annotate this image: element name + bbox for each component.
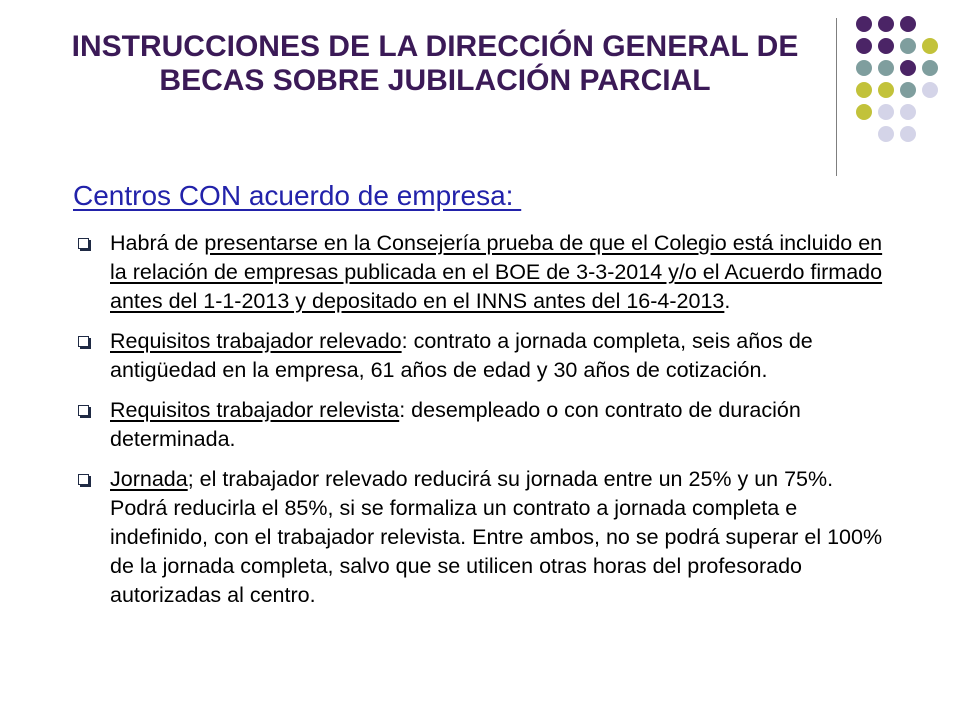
- bullet-trail-text: : desempleado o con contrato de duración determinada.: [110, 398, 801, 451]
- square-bullet-icon: [78, 336, 89, 347]
- square-bullet-icon: [78, 474, 89, 485]
- decorative-dot: [856, 38, 872, 54]
- decorative-dot: [878, 38, 894, 54]
- bullet-trail-text: ; el trabajador relevado reducirá su jornada entre un 25% y un 75%. Podrá reducirla el 85%, si se formaliza un contrato a jornada completa e indefinido, con el trabajador relevista. Entre ambos, no se podrá superar el 100% de la jornada completa, salvo que se utilicen otras horas del profesorado autorizadas al centro.: [110, 467, 883, 607]
- decorative-dot: [878, 82, 894, 98]
- square-bullet-icon: [78, 405, 89, 416]
- bullet-trail-text: : contrato a jornada completa, seis años de antigüedad en la empresa, 61 años de edad y 30 años de cotización.: [110, 329, 813, 382]
- decorative-dot: [900, 104, 916, 120]
- decorative-dot: [900, 16, 916, 32]
- decorative-dot: [900, 60, 916, 76]
- decorative-dot: [900, 82, 916, 98]
- bullet-underlined-text: Requisitos trabajador relevista: [110, 398, 400, 422]
- bullet-lead-text: Habrá de: [110, 231, 205, 255]
- bullet-list: [78, 229, 890, 621]
- decorative-dot: [878, 104, 894, 120]
- slide-title: INSTRUCCIONES DE LA DIRECCIÓN GENERAL DE BECAS SOBRE JUBILACIÓN PARCIAL: [71, 30, 799, 97]
- decorative-divider: [836, 18, 837, 176]
- decorative-dot: [856, 82, 872, 98]
- bullet-item: [78, 396, 890, 454]
- decorative-dot: [922, 82, 938, 98]
- section-subtitle: Centros CON acuerdo de empresa:: [73, 180, 522, 211]
- bullet-underlined-text: presentarse en la Consejería prueba de que el Colegio está incluido en la relación de empresas publicada en el BOE de 3-3-2014 y/o el Acuerdo firmado antes del 1-1-2013 y depositado en el INNS antes del 16-4-2013: [110, 231, 883, 313]
- decorative-dot: [878, 60, 894, 76]
- decorative-dot: [856, 104, 872, 120]
- bullet-item: [78, 465, 890, 610]
- decorative-dot: [900, 38, 916, 54]
- bullet-trail-text: .: [724, 289, 731, 313]
- bullet-underlined-text: Jornada: [110, 467, 188, 491]
- decorative-dot: [856, 16, 872, 32]
- square-bullet-icon: [78, 238, 89, 249]
- decorative-dot: [878, 16, 894, 32]
- bullet-underlined-text: Requisitos trabajador relevado: [110, 329, 402, 353]
- decorative-dot: [922, 60, 938, 76]
- bullet-item: [78, 229, 890, 316]
- decorative-dot: [900, 126, 916, 142]
- decorative-dot: [856, 60, 872, 76]
- decorative-dot: [878, 126, 894, 142]
- decorative-dot: [922, 38, 938, 54]
- bullet-item: [78, 327, 890, 385]
